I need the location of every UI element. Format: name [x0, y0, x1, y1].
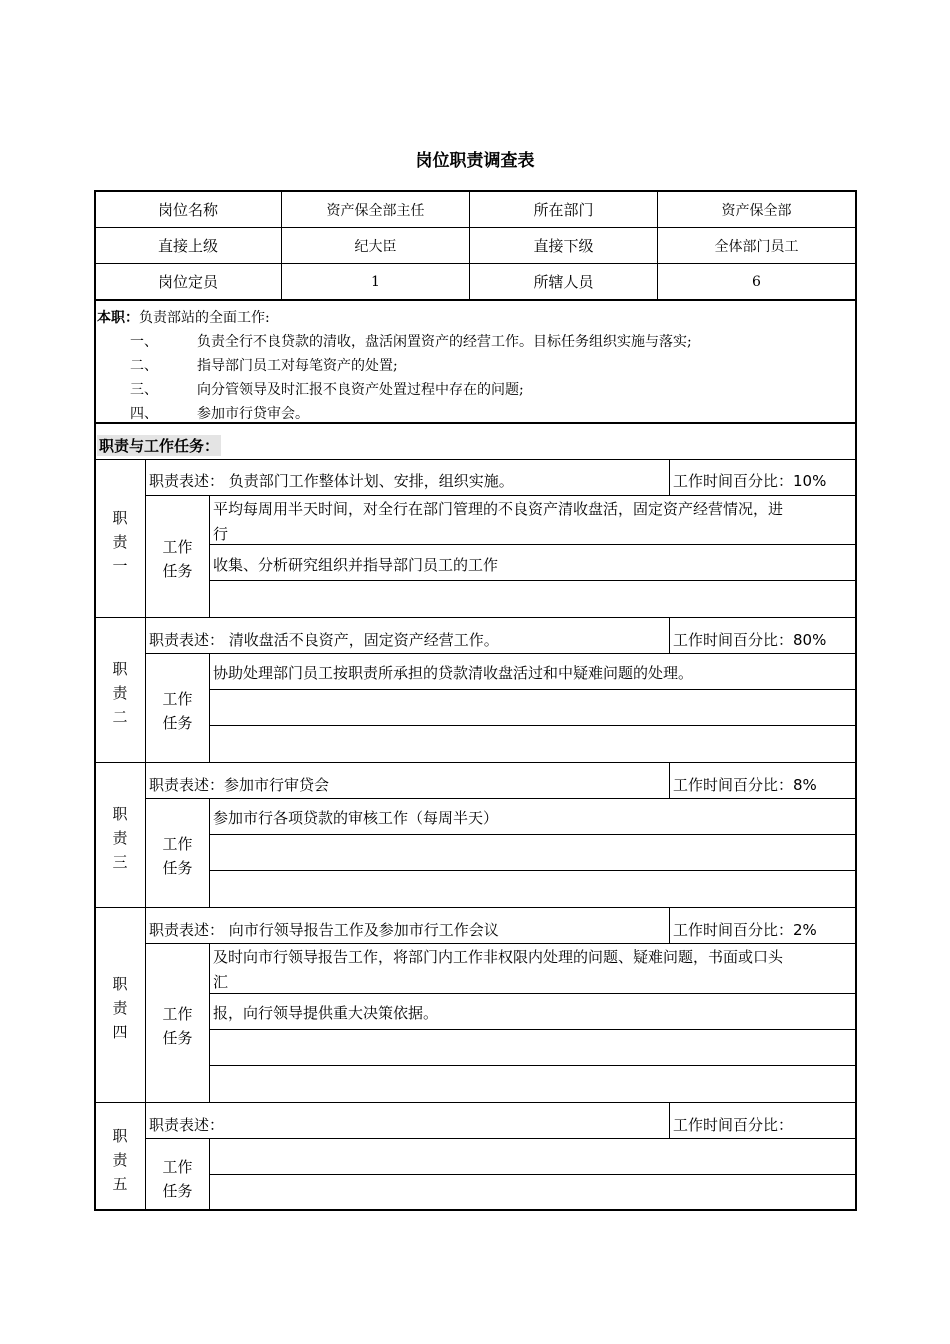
- main-duty-label: 本职：: [97, 310, 139, 326]
- main-duty-block: [97, 307, 270, 327]
- duty-2-time-pct: 工作时间百分比：80%: [673, 631, 827, 649]
- main-duty-num-3: 三、: [130, 382, 158, 398]
- duty-2-task-label-text: 工作任务: [162, 690, 193, 732]
- managed-label: 所辖人员: [533, 273, 594, 291]
- duty-1-task-label: [146, 535, 209, 583]
- headcount-value: 1: [371, 273, 380, 290]
- subordinate-value: 全体部门员工: [714, 238, 799, 255]
- duties-section-label: 职责与工作任务：: [99, 437, 220, 455]
- department-value: 资产保全部: [721, 202, 792, 219]
- duty-3-name: [95, 802, 145, 874]
- duty-4-name: [95, 972, 145, 1044]
- page-title: 岗位职责调查表: [415, 151, 535, 171]
- duty-4-task-2: 报，向行领导提供重大决策依据。: [213, 1004, 439, 1022]
- duty-3-description: 职责表述：参加市行审贷会: [149, 776, 330, 794]
- duty-1-task-1-cont: 行: [213, 525, 229, 543]
- main-duty-num-2: 二、: [130, 358, 158, 374]
- main-duty-text-1: 负责全行不良贷款的清收，盘活闲置资产的经营工作。目标任务组织实施与落实;: [197, 334, 692, 350]
- position-name-label: 岗位名称: [157, 201, 218, 219]
- duty-3-name-text: 职责三: [112, 805, 128, 871]
- duty-5-name-text: 职责五: [112, 1127, 128, 1193]
- duty-3-task-label: [146, 832, 209, 880]
- duty-4-task-1-cont: 汇: [213, 973, 229, 991]
- duty-3-time-pct: 工作时间百分比：8%: [673, 776, 817, 794]
- superior-value: 纪大臣: [354, 238, 397, 255]
- main-duty-text-2: 指导部门员工对每笔资产的处置;: [197, 358, 398, 374]
- duty-2-name-text: 职责二: [112, 660, 128, 726]
- duty-2-task-1: 协助处理部门员工按职责所承担的贷款清收盘活过和中疑难问题的处理。: [213, 664, 694, 682]
- duty-4-task-label: [146, 1002, 209, 1050]
- duty-1-task-1: 平均每周用半天时间，对全行在部门管理的不良资产清收盘活，固定资产经营情况，进: [213, 500, 784, 518]
- duty-1-name: [95, 506, 145, 578]
- duty-3-task-label-text: 工作任务: [162, 835, 193, 877]
- duty-1-name-text: 职责一: [112, 509, 128, 575]
- position-name-value: 资产保全部主任: [326, 202, 425, 219]
- duty-5-name: [95, 1124, 145, 1196]
- duty-4-description: 职责表述： 向市行领导报告工作及参加市行工作会议: [149, 921, 499, 939]
- main-duty-summary: 负责部站的全面工作:: [139, 310, 270, 326]
- duty-1-task-label-text: 工作任务: [162, 538, 193, 580]
- duty-4-task-label-text: 工作任务: [162, 1005, 193, 1047]
- duty-5-description: 职责表述：: [149, 1116, 225, 1134]
- headcount-label: 岗位定员: [157, 273, 218, 291]
- managed-value: 6: [752, 273, 761, 290]
- department-label: 所在部门: [533, 201, 594, 219]
- duty-4-time-pct: 工作时间百分比：2%: [673, 921, 817, 939]
- subordinate-label: 直接下级: [533, 237, 594, 255]
- duty-1-time-pct: 工作时间百分比：10%: [673, 472, 827, 490]
- duty-1-description: 职责表述： 负责部门工作整体计划、安排，组织实施。: [149, 472, 514, 490]
- duty-2-name: [95, 657, 145, 729]
- duty-5-time-pct: 工作时间百分比：: [673, 1116, 794, 1134]
- duty-3-task-1: 参加市行各项贷款的审核工作（每周半天）: [213, 809, 499, 827]
- superior-label: 直接上级: [157, 237, 218, 255]
- main-duty-num-4: 四、: [130, 406, 158, 422]
- duty-4-name-text: 职责四: [112, 975, 128, 1041]
- duty-2-description: 职责表述： 清收盘活不良资产，固定资产经营工作。: [149, 631, 499, 649]
- duty-5-task-label: [146, 1155, 209, 1203]
- duty-1-task-2: 收集、分析研究组织并指导部门员工的工作: [213, 556, 499, 574]
- duty-2-task-label: [146, 687, 209, 735]
- duty-5-task-label-text: 工作任务: [162, 1158, 193, 1200]
- duty-4-task-1: 及时向市行领导报告工作，将部门内工作非权限内处理的问题、疑难问题，书面或口头: [213, 948, 784, 966]
- main-duty-text-3: 向分管领导及时汇报不良资产处置过程中存在的问题;: [197, 382, 524, 398]
- main-duty-num-1: 一、: [130, 334, 158, 350]
- main-duty-text-4: 参加市行贷审会。: [197, 406, 309, 422]
